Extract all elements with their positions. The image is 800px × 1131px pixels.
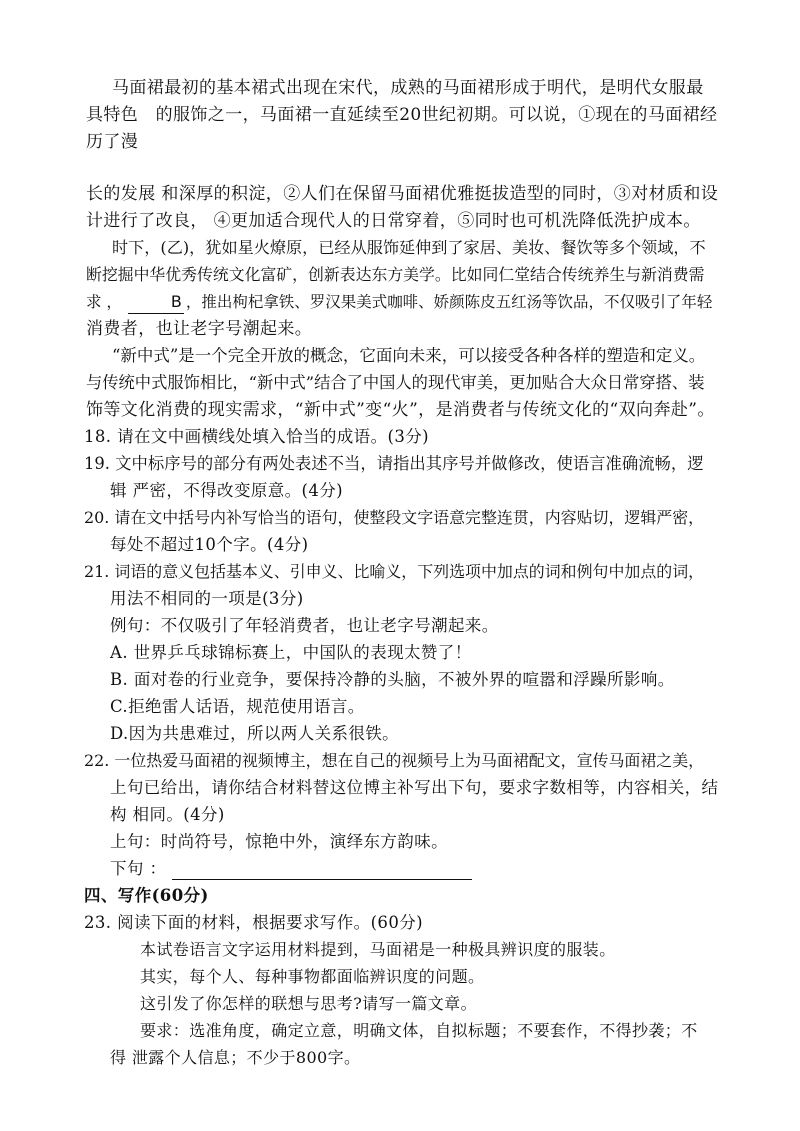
requirement-line: 得 泄露个人信息；不少于800字。 (110, 1048, 361, 1067)
passage-line: 时下，(乙)，犹如星火燎原，已经从服饰延伸到了家居、美妆、餐饮等多个领域，不 (112, 238, 706, 257)
passage-line: 消费者，也让老字号潮起来。 (86, 319, 313, 339)
question-18: 18. 请在文中画横线处填入恰当的成语。(3分) (84, 427, 429, 446)
material-line: 这引发了你怎样的联想与思考?请写一篇文章。 (140, 994, 477, 1013)
passage-line: 长的发展 和深厚的积淀，②人们在保留马面裙优雅挺拔造型的同时，③对材质和设 (86, 184, 719, 204)
option-b: B. 面对卷的行业竞争，要保持冷静的头脑，不被外界的喧嚣和浮躁所影响。 (110, 670, 675, 689)
question-22-lower (110, 858, 472, 880)
question-22-cont: 构 相同。(4分) (110, 805, 225, 824)
material-line: 其实，每个人、每种事物都面临辨识度的问题。 (140, 967, 485, 986)
material-line: 本试卷语言文字运用材料提到，马面裙是一种极具辨识度的服装。 (140, 940, 616, 959)
option-d: D.因为共患难过，所以两人关系很铁。 (110, 724, 400, 743)
passage-line: 断挖掘中华优秀传统文化富矿，创新表达东方美学。比如同仁堂结合传统养生与新消费需 (86, 265, 705, 284)
question-21-example: 例句：不仅吸引了年轻消费者，也让老字号潮起来。 (110, 616, 499, 635)
question-20: 20. 请在文中括号内补写恰当的语句，使整段文字语意完整连贯，内容贴切，逻辑严密， (84, 508, 705, 527)
section-title: 四、写作(60分) (84, 886, 209, 905)
answer-blank-line (172, 861, 472, 880)
passage-line: 与传统中式服饰相比，“新中式”结合了中国人的现代审美，更加贴合大众日常穿搭、装 (86, 373, 705, 392)
question-19: 19. 文中标序号的部分有两处表述不当，请指出其序号并做修改，使语言准确流畅，逻 (84, 454, 704, 473)
question-21-cont: 用法不相同的一项是(3分) (110, 589, 304, 608)
question-21: 21. 词语的意义包括基本义、引申义、比喻义，下列选项中加点的词和例句中加点的词， (84, 562, 705, 581)
passage-text: 求 ， (86, 293, 122, 311)
passage-text: ，推出枸杞拿铁、罗汉果美式咖啡、娇颜陈皮五红汤等饮品，不仅吸引了年轻 (185, 293, 713, 311)
option-a: A. 世界乒乓球锦标赛上，中国队的表现太赞了！ (110, 643, 472, 662)
question-20-cont: 每处不超过10个字。(4分) (110, 535, 309, 554)
question-23: 23. 阅读下面的材料，根据要求写作。(60分) (84, 913, 423, 932)
question-19-cont: 辑 严密，不得改变原意。(4分) (110, 481, 344, 500)
question-22-upper: 上句：时尚符号，惊艳中外，演绎东方韵味。 (110, 832, 448, 851)
question-22-cont: 上句已给出，请你结合材料替这位博主补写出下句，要求字数相等，内容相关，结 (110, 778, 719, 797)
passage-line-with-blank (86, 291, 712, 314)
lower-label: 下句 ： (110, 859, 167, 878)
fill-in-blank-answer: B (128, 291, 184, 314)
option-c: C.拒绝雷人话语，规范使用语言。 (110, 697, 365, 716)
passage-line: 历了漫 (86, 132, 139, 152)
passage-line: 饰等文化消费的现实需求，“新中式”变“火”，是消费者与传统文化的“双向奔赴”。 (86, 400, 715, 420)
question-22: 22. 一位热爱马面裙的视频博主，想在自己的视频号上为马面裙配文，宣传马面裙之美， (84, 751, 705, 770)
requirement-line: 要求：选准角度，确定立意，明确文体，自拟标题；不要套作，不得抄袭；不 (140, 1021, 698, 1040)
passage-line: 具特色 的服饰之一，马面裙一直延续至20世纪初期。可以说，①现在的马面裙经 (86, 105, 718, 125)
passage-line: “新中式”是一个完全开放的概念，它面向未来，可以接受各种各样的塑造和定义。 (112, 346, 706, 365)
passage-line: 马面裙最初的基本裙式出现在宋代，成熟的马面裙形成于明代，是明代女服最 (112, 78, 704, 98)
passage-line: 计进行了改良， ④更加适合现代人的日常穿着，⑤同时也可机洗降低洗护成本。 (86, 211, 701, 231)
